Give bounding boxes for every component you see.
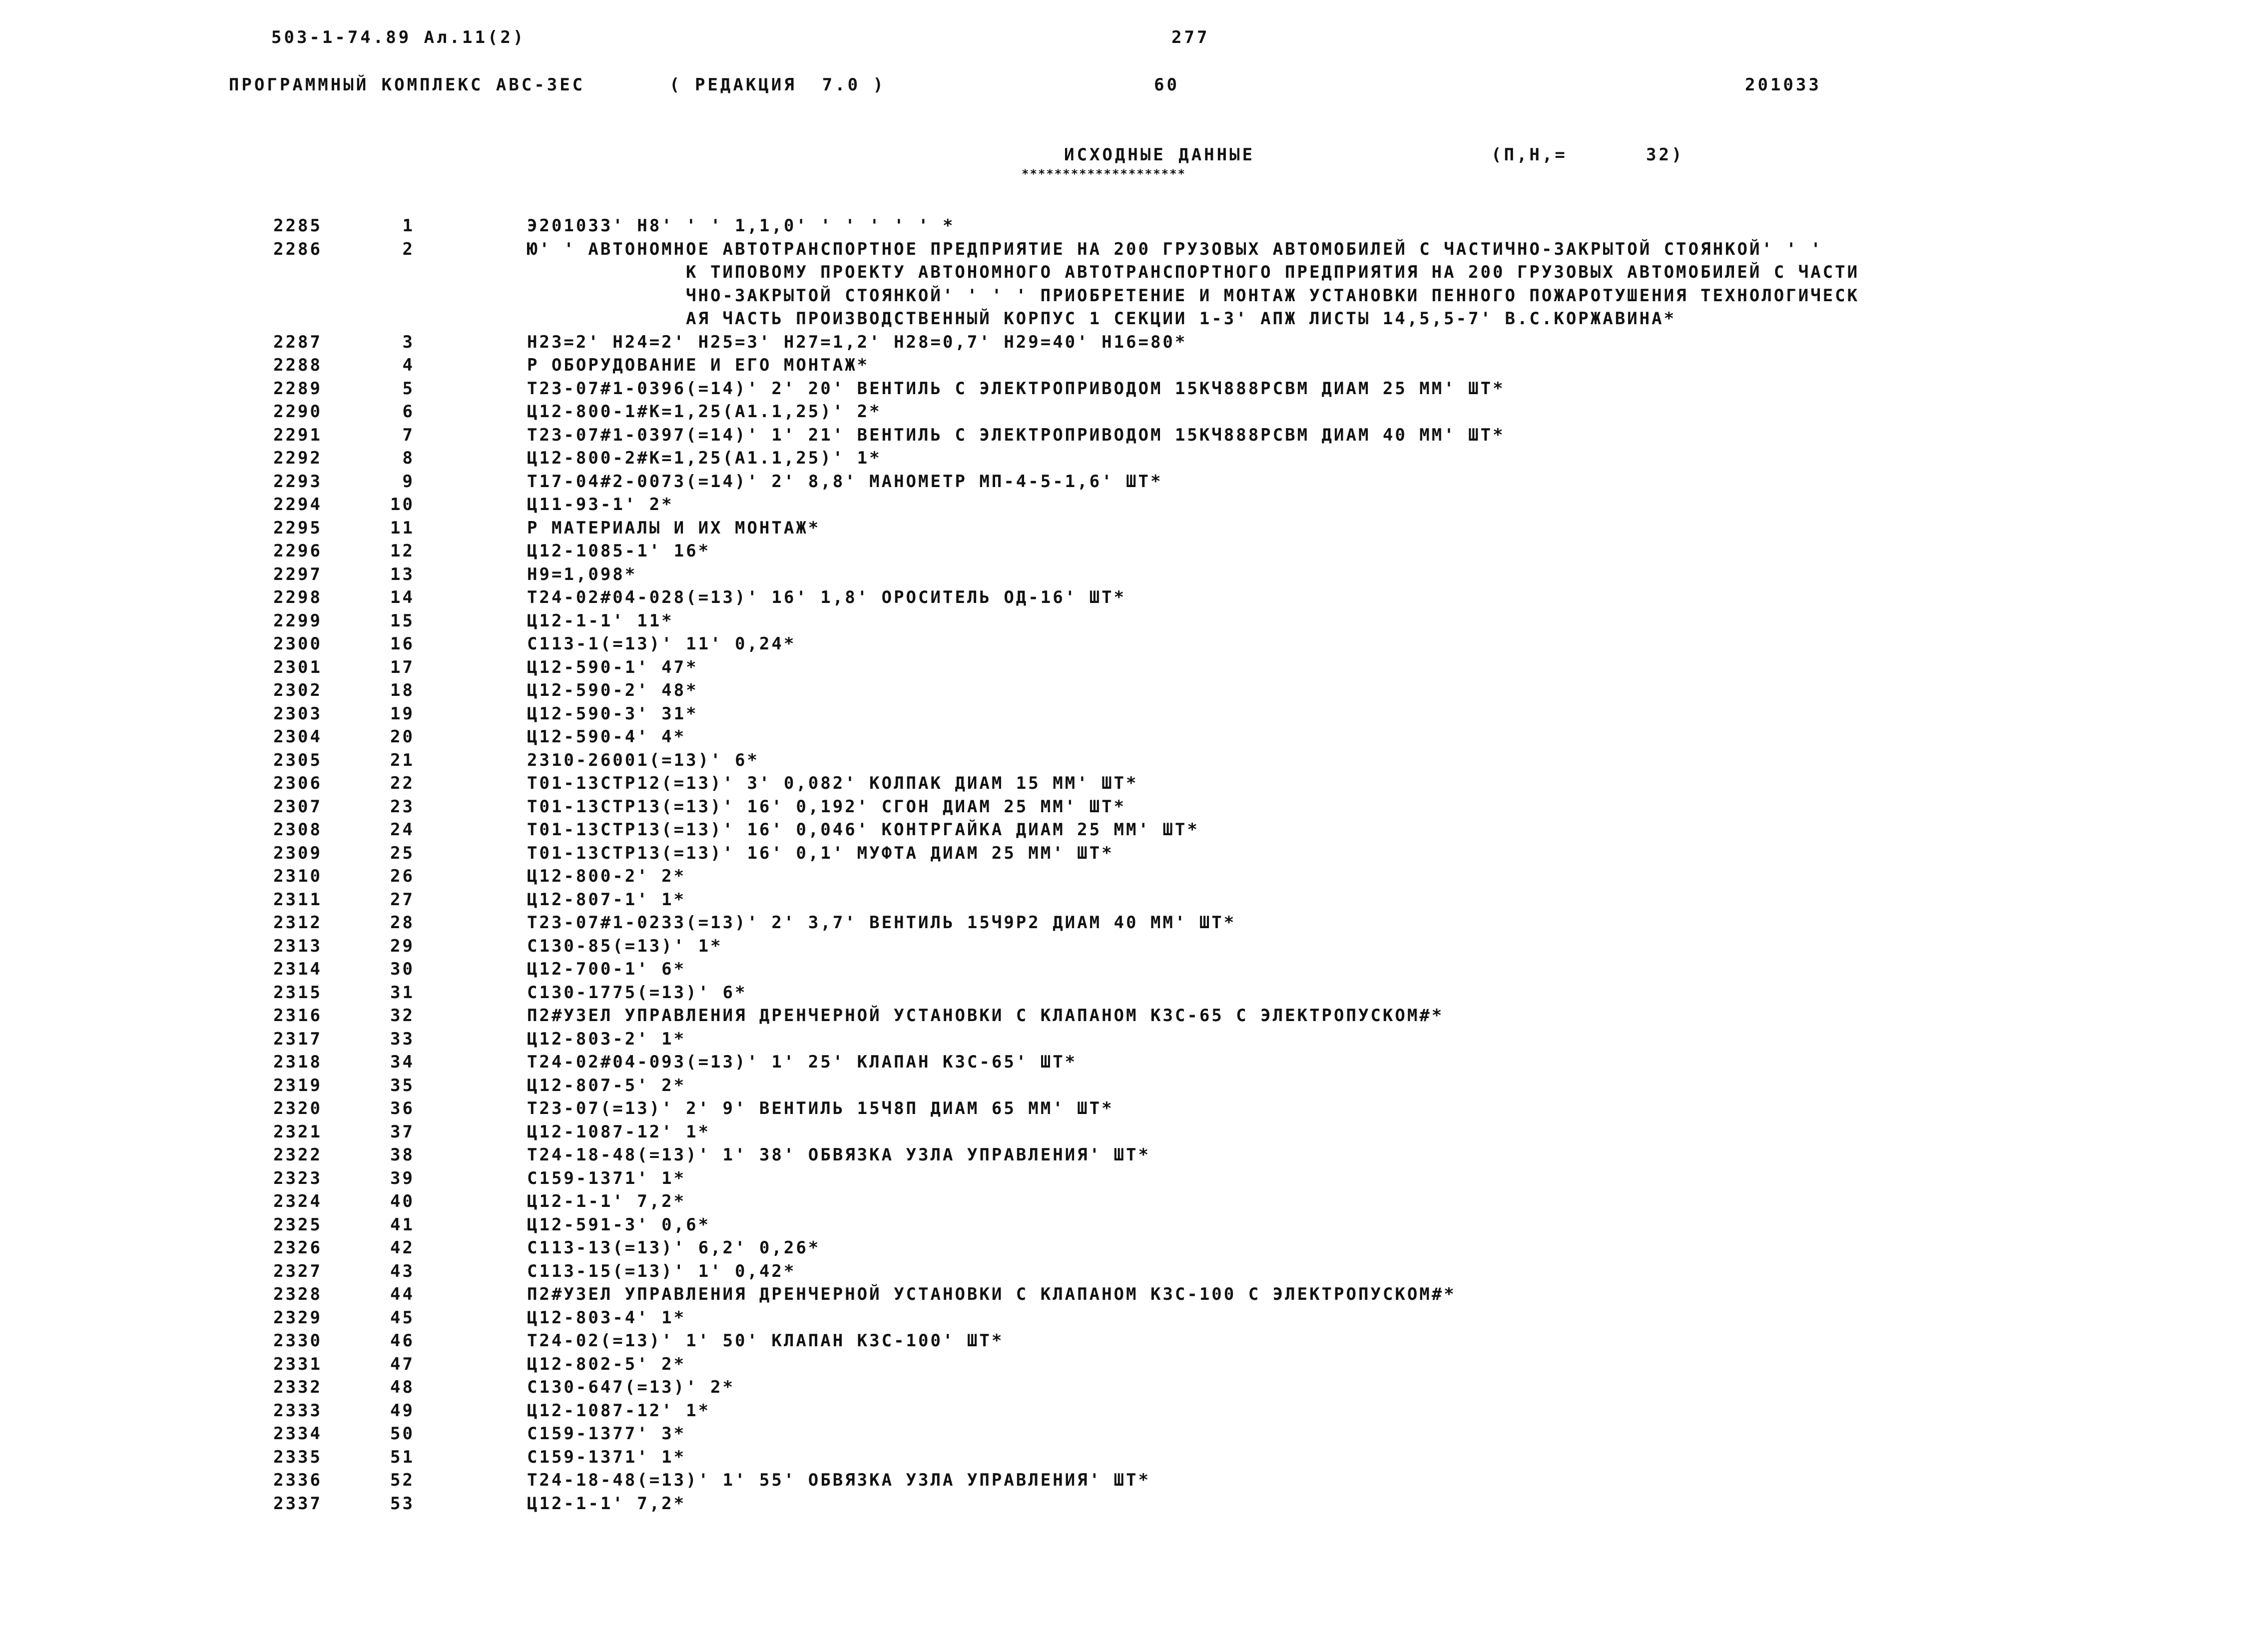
line-number: 2325 (273, 1214, 322, 1235)
data-listing (0, 214, 2242, 1515)
record-text: Т24-18-48(=13)' 1' 38' ОБВЯЗКА УЗЛА УПРАВЛЕНИЯ' ШТ* (527, 1145, 1150, 1165)
record-text: Т24-02#04-093(=13)' 1' 25' КЛАПАН КЗС-65' ШТ* (527, 1052, 1078, 1072)
record-text: Р МАТЕРИАЛЫ И ИХ МОНТАЖ* (527, 518, 821, 538)
record-number: 50 (390, 1424, 415, 1444)
record-number: 5 (402, 378, 415, 399)
listing-row (0, 749, 2242, 772)
record-number: 28 (390, 913, 415, 933)
listing-row (0, 1283, 2242, 1306)
line-number: 2316 (273, 1006, 322, 1026)
record-number: 4 (402, 355, 415, 375)
object-code: 201033 (1745, 75, 1821, 95)
record-number: 23 (390, 796, 415, 817)
listing-row (0, 354, 2242, 377)
record-text: Ц12-1-1' 7,2* (527, 1493, 686, 1514)
listing-row (0, 1492, 2242, 1516)
record-text: Ц12-1087-12' 1* (527, 1121, 711, 1142)
listing-row (0, 1469, 2242, 1492)
record-text: Н9=1,098* (527, 564, 637, 584)
listing-row (0, 1074, 2242, 1098)
line-number: 2297 (273, 564, 322, 584)
record-text: П2#УЗЕЛ УПРАВЛЕНИЯ ДРЕНЧЕРНОЙ УСТАНОВКИ С КЛАПАНОМ КЗС-100 С ЭЛЕКТРОПУСКОМ#* (527, 1284, 1456, 1304)
record-number: 3 (402, 332, 415, 352)
line-number: 2301 (273, 657, 322, 677)
record-text: Т23-07#1-0396(=14)' 2' 20' ВЕНТИЛЬ С ЭЛЕКТРОПРИВОДОМ 15КЧ888РСВМ ДИАМ 25 ММ' ШТ* (527, 378, 1505, 399)
record-number: 31 (390, 982, 415, 1003)
section-title-underline: ******************** (1022, 167, 1186, 181)
record-text: С159-1371' 1* (527, 1168, 686, 1188)
listing-row (0, 214, 2242, 238)
listing-row (0, 702, 2242, 726)
record-number: 25 (390, 843, 415, 863)
line-number: 2321 (273, 1121, 322, 1142)
listing-row (0, 1329, 2242, 1353)
record-text: Ц12-590-3' 31* (527, 703, 698, 724)
line-number: 2295 (273, 518, 322, 538)
record-text: Ц12-1087-12' 1* (527, 1400, 711, 1421)
record-text: Ц12-800-2#К=1,25(А1.1,25)' 1* (527, 448, 882, 468)
record-number: 16 (390, 634, 415, 654)
record-text: Ц12-802-5' 2* (527, 1354, 686, 1374)
listing-row (0, 656, 2242, 679)
line-number: 2309 (273, 843, 322, 863)
record-text: С130-647(=13)' 2* (527, 1377, 735, 1397)
line-number: 2292 (273, 448, 322, 468)
line-number: 2329 (273, 1307, 322, 1328)
line-number: 2290 (273, 402, 322, 422)
line-number: 2334 (273, 1424, 322, 1444)
line-number: 2336 (273, 1470, 322, 1490)
listing-row (0, 865, 2242, 888)
section-title: ИСХОДНЫЕ ДАННЫЕ (1064, 145, 1255, 165)
record-text: Т01-13СТР12(=13)' 3' 0,082' КОЛПАК ДИАМ 15 ММ' ШТ* (527, 773, 1138, 793)
listing-row (0, 935, 2242, 958)
record-number: 7 (402, 425, 415, 445)
line-number: 2293 (273, 471, 322, 492)
continuation-row (0, 307, 2242, 331)
record-number: 39 (390, 1168, 415, 1188)
line-number: 2331 (273, 1354, 322, 1374)
line-number: 2287 (273, 332, 322, 352)
listing-row (0, 1120, 2242, 1144)
record-number: 32 (390, 1006, 415, 1026)
record-number: 52 (390, 1470, 415, 1490)
record-text: Ц12-800-2' 2* (527, 866, 686, 886)
record-number: 2 (402, 239, 415, 259)
record-number: 27 (390, 889, 415, 910)
record-text: Т01-13СТР13(=13)' 16' 0,1' МУФТА ДИАМ 25 ММ' ШТ* (527, 843, 1114, 863)
listing-row (0, 586, 2242, 609)
line-number: 2317 (273, 1029, 322, 1049)
listing-row (0, 888, 2242, 912)
line-number: 2289 (273, 378, 322, 399)
listing-row (0, 1213, 2242, 1237)
record-text: Т23-07(=13)' 2' 9' ВЕНТИЛЬ 15Ч8П ДИАМ 65 ММ' ШТ* (527, 1099, 1114, 1118)
listing-row (0, 470, 2242, 494)
record-number: 48 (390, 1377, 415, 1397)
record-text: Ц12-1085-1' 16* (527, 541, 711, 561)
line-number: 2305 (273, 750, 322, 770)
record-number: 53 (390, 1493, 415, 1514)
record-number: 18 (390, 680, 415, 700)
line-number: 2335 (273, 1447, 322, 1467)
record-number: 35 (390, 1075, 415, 1096)
record-number: 46 (390, 1331, 415, 1351)
listing-row (0, 679, 2242, 702)
listing-row (0, 981, 2242, 1005)
listing-row (0, 1236, 2242, 1260)
continuation-row (0, 284, 2242, 308)
record-text: С113-1(=13)' 11' 0,24* (527, 634, 796, 654)
listing-row (0, 958, 2242, 981)
record-text: Т24-02#04-028(=13)' 16' 1,8' ОРОСИТЕЛЬ ОД-16' ШТ* (527, 587, 1126, 607)
record-text: Т23-07#1-0233(=13)' 2' 3,7' ВЕНТИЛЬ 15Ч9Р2 ДИАМ 40 ММ' ШТ* (527, 913, 1236, 933)
line-number: 2312 (273, 913, 322, 933)
listing-row (0, 377, 2242, 401)
record-number: 34 (390, 1052, 415, 1072)
listing-row (0, 238, 2242, 261)
continuation-text: К ТИПОВОМУ ПРОЕКТУ АВТОНОМНОГО АВТОТРАНСПОРТНОГО ПРЕДПРИЯТИЯ НА 200 ГРУЗОВЫХ АВТОМОБИЛЕЙ С ЧАСТИ (686, 262, 1860, 282)
listing-row (0, 563, 2242, 586)
line-number: 2286 (273, 239, 322, 259)
record-text: Ц12-1-1' 7,2* (527, 1191, 686, 1211)
line-number: 2319 (273, 1075, 322, 1096)
continuation-text: АЯ ЧАСТЬ ПРОИЗВОДСТВЕННЫЙ КОРПУС 1 СЕКЦИИ 1-3' АПЖ ЛИСТЫ 14,5,5-7' В.С.КОРЖАВИНА* (686, 309, 1677, 329)
line-number: 2296 (273, 541, 322, 561)
record-text: П2#УЗЕЛ УПРАВЛЕНИЯ ДРЕНЧЕРНОЙ УСТАНОВКИ С КЛАПАНОМ КЗС-65 С ЭЛЕКТРОПУСКОМ#* (527, 1006, 1444, 1026)
listing-row (0, 1004, 2242, 1028)
line-number: 2328 (273, 1284, 322, 1304)
listing-row (0, 818, 2242, 842)
listing-row (0, 609, 2242, 633)
line-number: 2303 (273, 703, 322, 724)
record-number: 51 (390, 1447, 415, 1467)
line-number: 2318 (273, 1052, 322, 1072)
line-number: 2299 (273, 610, 322, 631)
listing-row (0, 1143, 2242, 1167)
listing-row (0, 1167, 2242, 1190)
record-number: 30 (390, 959, 415, 979)
line-number: 2310 (273, 866, 322, 886)
record-number: 14 (390, 587, 415, 607)
record-text: Р ОБОРУДОВАНИЕ И ЕГО МОНТАЖ* (527, 355, 870, 375)
program-edition: ( РЕДАКЦИЯ 7.0 ) (669, 75, 886, 95)
listing-row (0, 1306, 2242, 1330)
record-number: 29 (390, 936, 415, 956)
line-number: 2294 (273, 495, 322, 515)
listing-row (0, 540, 2242, 563)
line-number: 2298 (273, 587, 322, 607)
listing-row (0, 1097, 2242, 1120)
record-number: 47 (390, 1354, 415, 1374)
page-number: 277 (1171, 27, 1210, 47)
record-number: 17 (390, 657, 415, 677)
listing-row (0, 1051, 2242, 1074)
record-number: 6 (402, 402, 415, 422)
listing-row (0, 772, 2242, 795)
listing-row (0, 725, 2242, 749)
line-number: 2322 (273, 1145, 322, 1165)
record-number: 1 (402, 216, 415, 236)
record-number: 42 (390, 1238, 415, 1258)
document-code: 503-1-74.89 Ал.11(2) (271, 27, 526, 47)
record-number: 20 (390, 727, 415, 747)
line-number: 2300 (273, 634, 322, 654)
record-text: С159-1371' 1* (527, 1447, 686, 1467)
record-text: С159-1377' 3* (527, 1424, 686, 1444)
record-text: Ц12-807-1' 1* (527, 889, 686, 910)
listing-row (0, 1260, 2242, 1283)
line-number: 2302 (273, 680, 322, 700)
record-text: С113-13(=13)' 6,2' 0,26* (527, 1238, 821, 1258)
record-text: Т17-04#2-0073(=14)' 2' 8,8' МАНОМЕТР МП-4-5-1,6' ШТ* (527, 471, 1163, 492)
line-number: 2320 (273, 1099, 322, 1118)
record-text: Ц12-591-3' 0,6* (527, 1214, 711, 1235)
line-number: 2330 (273, 1331, 322, 1351)
line-number: 2332 (273, 1377, 322, 1397)
line-number: 2315 (273, 982, 322, 1003)
listing-row (0, 447, 2242, 470)
line-number: 2311 (273, 889, 322, 910)
record-number: 36 (390, 1099, 415, 1118)
line-number: 2337 (273, 1493, 322, 1514)
record-number: 21 (390, 750, 415, 770)
line-number: 2326 (273, 1238, 322, 1258)
record-text: Т01-13СТР13(=13)' 16' 0,046' КОНТРГАЙКА ДИАМ 25 ММ' ШТ* (527, 820, 1199, 840)
record-text: Ц12-590-1' 47* (527, 657, 698, 677)
record-number: 45 (390, 1307, 415, 1328)
listing-row (0, 1446, 2242, 1469)
record-number: 44 (390, 1284, 415, 1304)
record-number: 13 (390, 564, 415, 584)
record-text: Ц12-590-2' 48* (527, 680, 698, 700)
pn-label: (П,Н,= (1491, 145, 1568, 165)
line-number: 2288 (273, 355, 322, 375)
record-text: С130-85(=13)' 1* (527, 936, 723, 956)
record-number: 8 (402, 448, 415, 468)
program-name: ПРОГРАММНЫЙ КОМПЛЕКС АВС-3ЕС (229, 75, 585, 95)
continuation-text: ЧНО-ЗАКРЫТОЙ СТОЯНКОЙ' ' ' ' ПРИОБРЕТЕНИЕ И МОНТАЖ УСТАНОВКИ ПЕННОГО ПОЖАРОТУШЕНИЯ ТЕХНОЛОГИЧЕСК (686, 285, 1860, 306)
record-number: 22 (390, 773, 415, 793)
listing-row (0, 842, 2242, 865)
record-number: 49 (390, 1400, 415, 1421)
record-number: 19 (390, 703, 415, 724)
record-text: Э201033' Н8' ' ' 1,1,0' ' ' ' ' ' * (527, 216, 955, 236)
listing-row (0, 517, 2242, 540)
line-number: 2314 (273, 959, 322, 979)
record-text: Т01-13СТР13(=13)' 16' 0,192' СГОН ДИАМ 25 ММ' ШТ* (527, 796, 1126, 817)
line-number: 2333 (273, 1400, 322, 1421)
record-number: 9 (402, 471, 415, 492)
record-text: Т24-18-48(=13)' 1' 55' ОБВЯЗКА УЗЛА УПРАВЛЕНИЯ' ШТ* (527, 1470, 1150, 1490)
line-number: 2313 (273, 936, 322, 956)
listing-row (0, 1028, 2242, 1051)
record-text: Ц12-700-1' 6* (527, 959, 686, 979)
record-number: 12 (390, 541, 415, 561)
record-text: Ц12-803-4' 1* (527, 1307, 686, 1328)
listing-row (0, 1376, 2242, 1399)
line-number: 2285 (273, 216, 322, 236)
record-text: Т24-02(=13)' 1' 50' КЛАПАН КЗС-100' ШТ* (527, 1331, 1004, 1351)
record-number: 37 (390, 1121, 415, 1142)
record-text: Т23-07#1-0397(=14)' 1' 21' ВЕНТИЛЬ С ЭЛЕКТРОПРИВОДОМ 15КЧ888РСВМ ДИАМ 40 ММ' ШТ* (527, 425, 1505, 445)
record-number: 33 (390, 1029, 415, 1049)
continuation-row (0, 261, 2242, 284)
record-number: 15 (390, 610, 415, 631)
record-text: Ц11-93-1' 2* (527, 495, 674, 515)
record-text: С130-1775(=13)' 6* (527, 982, 747, 1003)
record-number: 43 (390, 1261, 415, 1281)
line-number: 2307 (273, 796, 322, 817)
listing-row (0, 493, 2242, 517)
record-number: 26 (390, 866, 415, 886)
listing-row (0, 1353, 2242, 1376)
record-number: 11 (390, 518, 415, 538)
record-number: 41 (390, 1214, 415, 1235)
record-text: Ц12-590-4' 4* (527, 727, 686, 747)
record-text: Ц12-807-5' 2* (527, 1075, 686, 1096)
pn-value: 32) (1646, 145, 1684, 165)
line-number: 2291 (273, 425, 322, 445)
listing-row (0, 1190, 2242, 1213)
record-text: Ю' ' АВТОНОМНОЕ АВТОТРАНСПОРТНОЕ ПРЕДПРИЯТИЕ НА 200 ГРУЗОВЫХ АВТОМОБИЛЕЙ С ЧАСТИЧНО-ЗАКРЫТОЙ СТОЯНКОЙ' ' ' (527, 239, 1823, 259)
line-number: 2304 (273, 727, 322, 747)
line-number: 2306 (273, 773, 322, 793)
sheet-number: 60 (1154, 75, 1179, 95)
listing-row (0, 632, 2242, 656)
listing-row (0, 911, 2242, 935)
record-number: 40 (390, 1191, 415, 1211)
listing-row (0, 331, 2242, 354)
listing-row (0, 424, 2242, 447)
listing-row (0, 400, 2242, 424)
record-text: С113-15(=13)' 1' 0,42* (527, 1261, 796, 1281)
line-number: 2324 (273, 1191, 322, 1211)
listing-row (0, 795, 2242, 819)
record-text: 2310-26001(=13)' 6* (527, 750, 759, 770)
record-text: Н23=2' Н24=2' Н25=3' Н27=1,2' Н28=0,7' Н29=40' Н16=80* (527, 332, 1187, 352)
record-number: 10 (390, 495, 415, 515)
listing-row (0, 1399, 2242, 1423)
record-text: Ц12-803-2' 1* (527, 1029, 686, 1049)
listing-row (0, 1422, 2242, 1446)
record-number: 24 (390, 820, 415, 840)
line-number: 2308 (273, 820, 322, 840)
line-number: 2327 (273, 1261, 322, 1281)
record-text: Ц12-1-1' 11* (527, 610, 674, 631)
record-number: 38 (390, 1145, 415, 1165)
record-text: Ц12-800-1#К=1,25(А1.1,25)' 2* (527, 402, 882, 422)
line-number: 2323 (273, 1168, 322, 1188)
